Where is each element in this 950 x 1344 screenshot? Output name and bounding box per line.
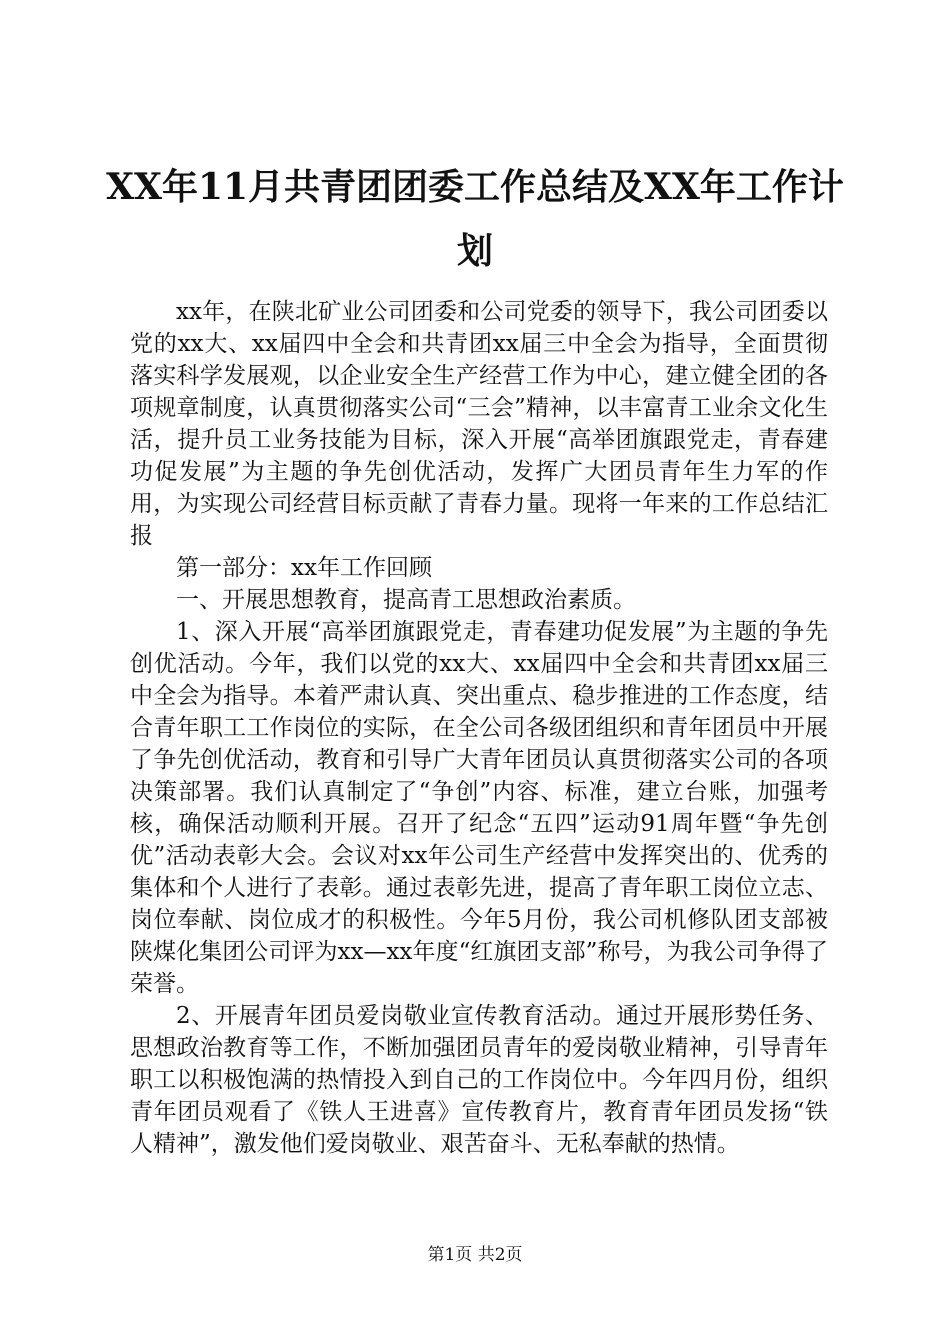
body-paragraph: 2、开展青年团员爱岗敬业宣传教育活动。通过开展形势任务、思想政治教育等工作，不断加强团员青年的爱岗敬业精神，引导青年职工以积极饱满的热情投入到自己的工作岗位中。今年四月份，组织青年团员观看了《铁人王进喜》宣传教育片，教育青年团员发扬“铁人精神”，激发他们爱岗敬业、艰苦奋斗、无私奉献的热情。 [130, 1003, 828, 1157]
intro-paragraph: xx年，在陕北矿业公司团委和公司党委的领导下，我公司团委以党的xx大、xx届四中全会和共青团xx届三中全会为指导，全面贯彻落实科学发展观，以企业安全生产经营工作为中心，建立健全团的各项规章制度，认真贯彻落实公司“三会”精神，以丰富青工业余文化生活，提升员工业务技能为目标，深入开展“高举团旗跟党走，青春建功促发展”为主题的争先创优活动，发挥广大团员青年生力军的作用，为实现公司经营目标贡献了青春力量。现将一年来的工作总结汇报 [130, 299, 828, 549]
subsection-heading: 一、开展思想教育，提高青工思想政治素质。 [176, 587, 636, 613]
document-body [130, 296, 828, 1160]
section-heading: 第一部分：xx年工作回顾 [176, 555, 432, 581]
body-paragraph: 1、深入开展“高举团旗跟党走，青春建功促发展”为主题的争先创优活动。今年，我们以党的xx大、xx届四中全会和共青团xx届三中全会为指导。本着严肃认真、突出重点、稳步推进的工作态度，结合青年职工工作岗位的实际，在全公司各级团组织和青年团员中开展了争先创优活动，教育和引导广大青年团员认真贯彻落实公司的各项决策部署。我们认真制定了“争创”内容、标准，建立台账，加强考核，确保活动顺利开展。召开了纪念“五四”运动91周年暨“争先创优”活动表彰大会。会议对xx年公司生产经营中发挥突出的、优秀的集体和个人进行了表彰。通过表彰先进，提高了青年职工岗位立志、岗位奉献、岗位成才的积极性。今年5月份，我公司机修队团支部被陕煤化集团公司评为xx—xx年度“红旗团支部”称号，为我公司争得了荣誉。 [130, 619, 828, 997]
page-footer: 第1页 共2页 [427, 1245, 523, 1265]
document-title: XX年11月共青团团委工作总结及XX年工作计划 [106, 166, 844, 272]
